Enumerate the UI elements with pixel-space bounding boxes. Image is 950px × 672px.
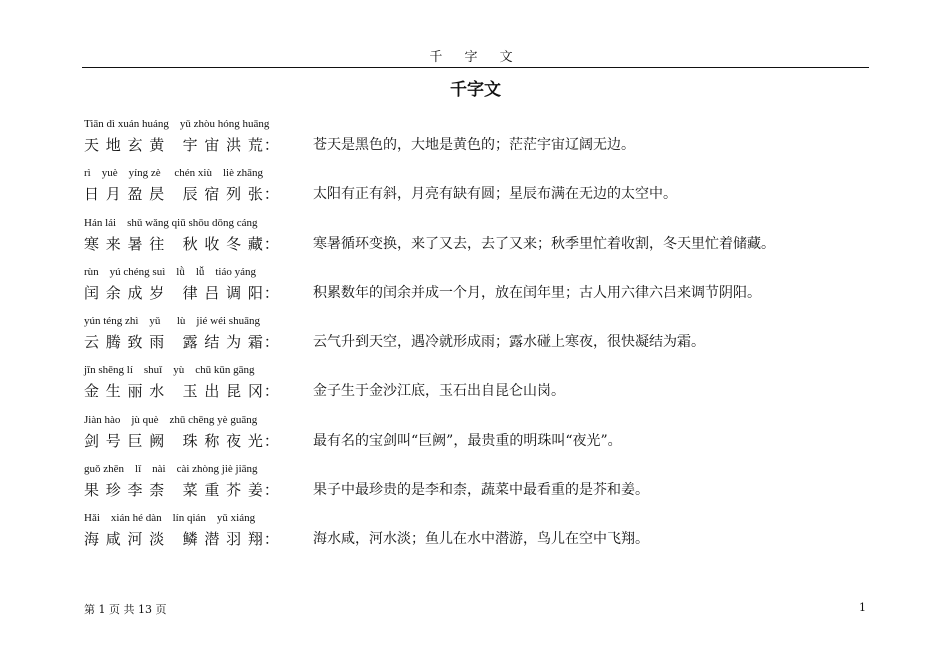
document-title: 千字文	[450, 80, 501, 100]
verse-meaning: 积累数年的闰余并成一个月，放在闰年里；古人用六律六吕来调节阴阳。	[313, 284, 761, 301]
verse-hanzi: 云 腾 致 雨 露 结 为 霜：	[84, 333, 280, 352]
verse-pinyin: rùn yú chéng suì lǜ lǚ tiáo yáng	[84, 265, 257, 278]
verse-meaning: 太阳有正有斜，月亮有缺有圆；星辰布满在无边的太空中。	[313, 186, 677, 203]
verse-hanzi: 天 地 玄 黄 宇 宙 洪 荒：	[84, 136, 280, 154]
verse-list	[84, 118, 874, 562]
verse-item	[84, 463, 874, 512]
verse-meaning: 寒暑循环变换，来了又去，去了又来；秋季里忙着收割，冬天里忙着储藏。	[313, 235, 775, 252]
verse-meaning: 云气升到天空，遇冷就形成雨；露水碰上寒夜，很快凝结为霜。	[313, 334, 705, 351]
verse-item	[84, 118, 874, 167]
verse-meaning: 果子中最珍贵的是李和柰，蔬菜中最看重的是芥和姜。	[313, 482, 649, 499]
verse-hanzi: 日 月 盈 昃 辰 宿 列 张：	[84, 185, 280, 204]
verse-item	[84, 414, 874, 463]
verse-hanzi: 闰 余 成 岁 律 吕 调 阳：	[84, 283, 280, 302]
verse-pinyin: guǒ zhēn lǐ nài cài zhòng jiè jiāng	[84, 463, 258, 476]
verse-pinyin: jīn shēng lí shuǐ yù chū kūn gāng	[84, 364, 255, 377]
verse-hanzi: 寒 来 暑 往 秋 收 冬 藏：	[84, 234, 280, 253]
verse-item	[84, 512, 874, 561]
verse-item	[84, 266, 874, 315]
verse-hanzi: 金 生 丽 水 玉 出 昆 冈：	[84, 382, 280, 401]
verse-meaning: 海水咸，河水淡；鱼儿在水中潜游，鸟儿在空中飞翔。	[313, 531, 649, 548]
verse-meaning: 苍天是黑色的，大地是黄色的；茫茫宇宙辽阔无边。	[313, 137, 635, 153]
verse-pinyin: Tiān dì xuán huáng yǔ zhòu hóng huāng	[84, 118, 270, 130]
header-rule	[82, 67, 869, 68]
verse-pinyin: Hán lái shǔ wǎng qiū shōu dōng cáng	[84, 216, 258, 229]
page-count-label: 第 1 页 共 13 页	[84, 603, 167, 616]
verse-meaning: 最有名的宝剑叫“巨阙”，最贵重的明珠叫“夜光”。	[313, 432, 622, 449]
verse-pinyin: rì yuè yíng zè chén xiù liè zhāng	[84, 167, 264, 180]
verse-item	[84, 364, 874, 413]
verse-item	[84, 167, 874, 216]
verse-pinyin: Hǎi xián hé dàn lín qián yǔ xiáng	[84, 512, 256, 525]
verse-hanzi: 果 珍 李 柰 菜 重 芥 姜：	[84, 481, 280, 500]
verse-meaning: 金子生于金沙江底，玉石出自昆仑山岗。	[313, 383, 565, 400]
verse-pinyin: Jiàn hào jù què zhū chēng yè guāng	[84, 413, 258, 426]
verse-item	[84, 217, 874, 266]
page-number: 1	[859, 601, 866, 614]
verse-pinyin: yún téng zhì yǔ lù jié wéi shuāng	[84, 315, 260, 328]
running-header: 千 字 文	[429, 50, 522, 65]
verse-hanzi: 剑 号 巨 阙 珠 称 夜 光：	[84, 431, 280, 450]
verse-hanzi: 海 咸 河 淡 鳞 潜 羽 翔：	[84, 530, 280, 549]
verse-item	[84, 315, 874, 364]
